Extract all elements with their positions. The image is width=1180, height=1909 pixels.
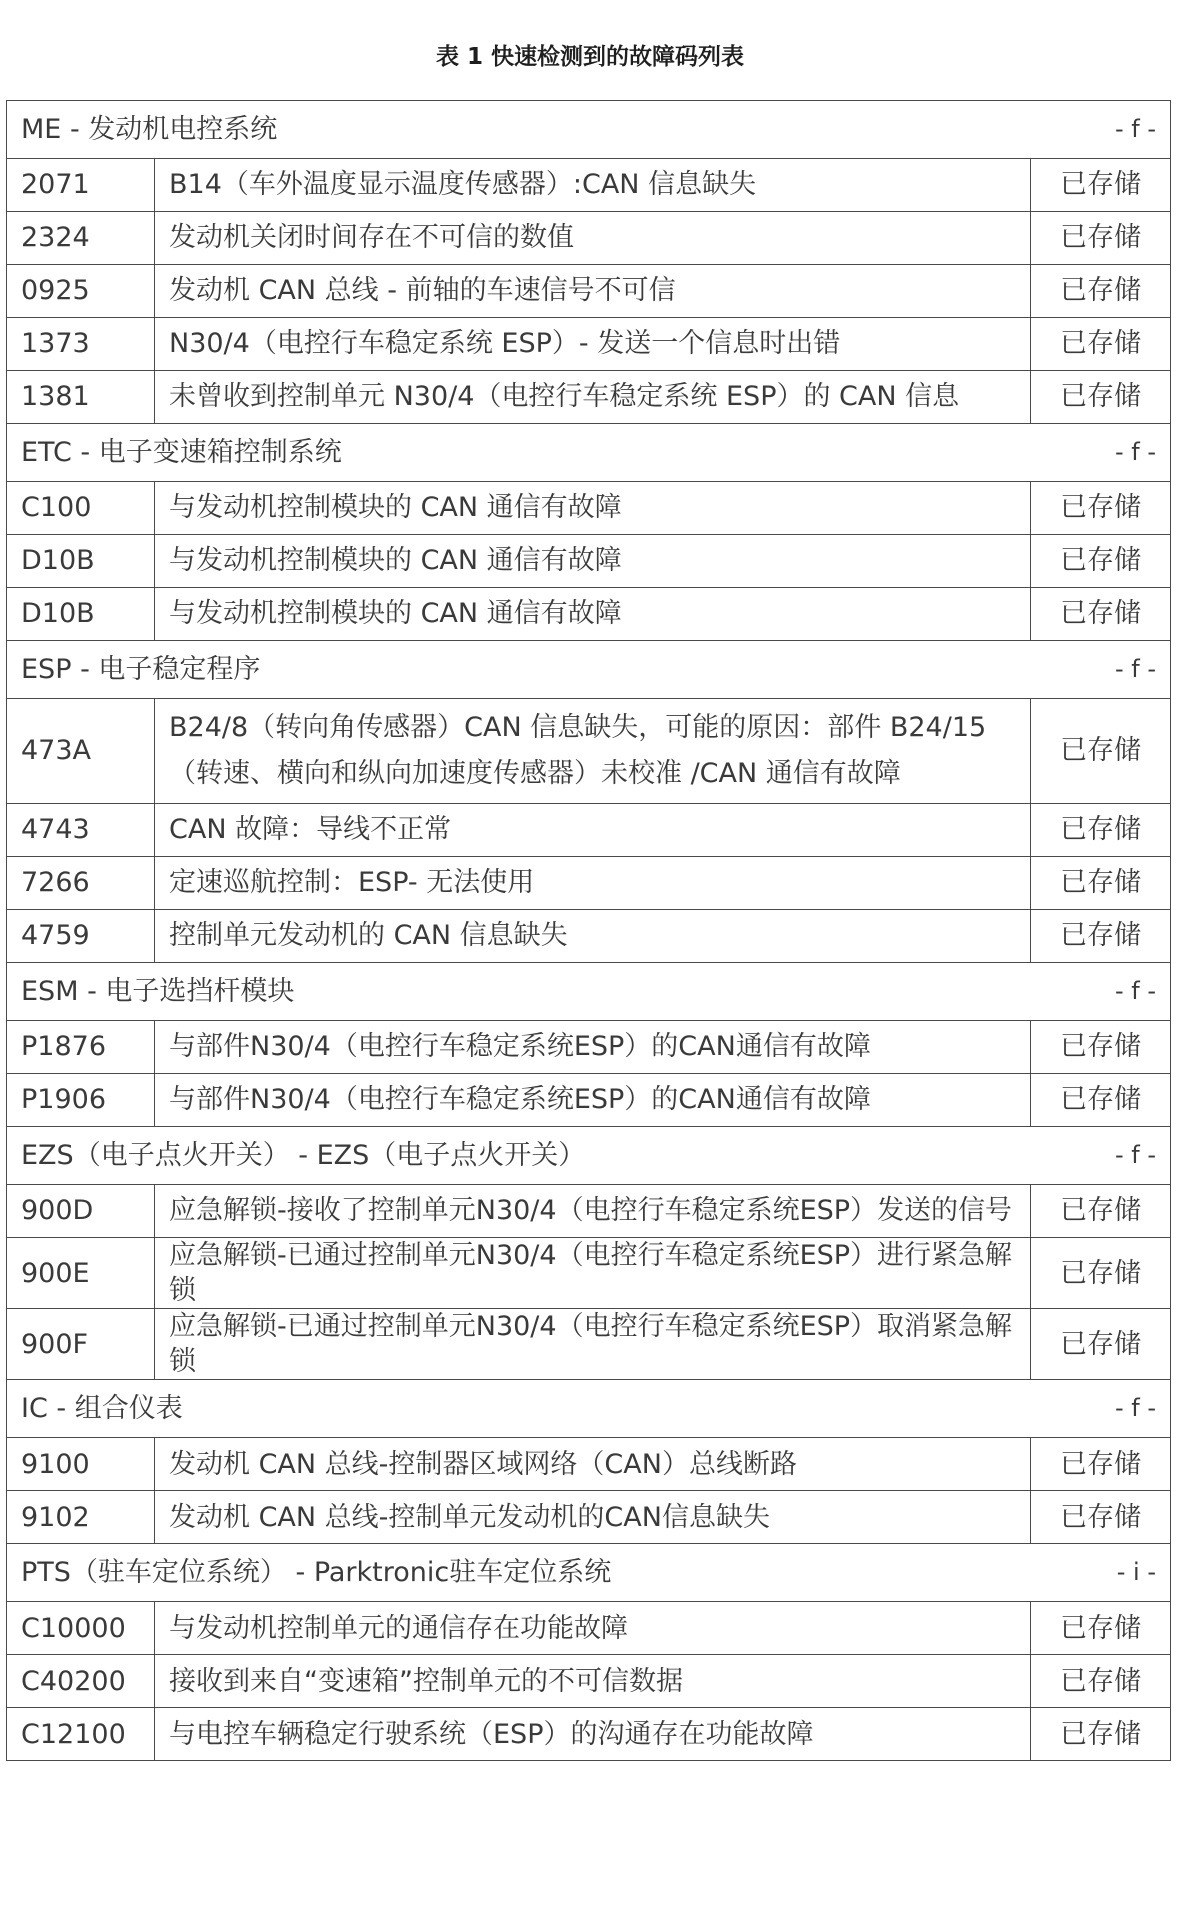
fault-status: 已存储	[1031, 804, 1171, 857]
fault-status: 已存储	[1031, 1238, 1171, 1309]
table-row	[7, 1238, 1171, 1309]
table-row	[7, 159, 1171, 212]
fault-status: 已存储	[1031, 1491, 1171, 1544]
section-name: EZS（电子点火开关） - EZS（电子点火开关）	[7, 1127, 1031, 1185]
fault-description: 发动机 CAN 总线 - 前轴的车速信号不可信	[155, 265, 1031, 318]
table-row	[7, 910, 1171, 963]
fault-code: 4743	[7, 804, 155, 857]
fault-description: B14（车外温度显示温度传感器）:CAN 信息缺失	[155, 159, 1031, 212]
section-name: IC - 组合仪表	[7, 1380, 1031, 1438]
table-row	[7, 1185, 1171, 1238]
fault-description: 与发动机控制模块的 CAN 通信有故障	[155, 588, 1031, 641]
table-row	[7, 699, 1171, 804]
fault-code: 900F	[7, 1309, 155, 1380]
fault-code: 2324	[7, 212, 155, 265]
section-flag: - i -	[1031, 1544, 1171, 1602]
fault-code-table	[6, 100, 1171, 1761]
fault-description: 发动机关闭时间存在不可信的数值	[155, 212, 1031, 265]
section-header-etc	[7, 424, 1171, 482]
section-flag: - f -	[1031, 101, 1171, 159]
section-header-pts	[7, 1544, 1171, 1602]
fault-code: 0925	[7, 265, 155, 318]
fault-description: CAN 故障：导线不正常	[155, 804, 1031, 857]
table-row	[7, 1021, 1171, 1074]
section-header-esp	[7, 641, 1171, 699]
fault-status: 已存储	[1031, 535, 1171, 588]
fault-code: 900E	[7, 1238, 155, 1309]
table-row	[7, 1309, 1171, 1380]
fault-description: 控制单元发动机的 CAN 信息缺失	[155, 910, 1031, 963]
fault-code: 2071	[7, 159, 155, 212]
fault-description: 与发动机控制单元的通信存在功能故障	[155, 1602, 1031, 1655]
fault-code: C12100	[7, 1708, 155, 1761]
fault-code: 1381	[7, 371, 155, 424]
fault-status: 已存储	[1031, 1655, 1171, 1708]
fault-status: 已存储	[1031, 1602, 1171, 1655]
fault-status: 已存储	[1031, 588, 1171, 641]
fault-code: 7266	[7, 857, 155, 910]
section-flag: - f -	[1031, 424, 1171, 482]
fault-code: P1906	[7, 1074, 155, 1127]
fault-description: 未曾收到控制单元 N30/4（电控行车稳定系统 ESP）的 CAN 信息	[155, 371, 1031, 424]
table-row	[7, 265, 1171, 318]
fault-status: 已存储	[1031, 159, 1171, 212]
table-row	[7, 1708, 1171, 1761]
fault-description: 定速巡航控制：ESP- 无法使用	[155, 857, 1031, 910]
fault-code: 4759	[7, 910, 155, 963]
table-row	[7, 212, 1171, 265]
fault-status: 已存储	[1031, 699, 1171, 804]
fault-status: 已存储	[1031, 1708, 1171, 1761]
section-name: PTS（驻车定位系统） - Parktronic驻车定位系统	[7, 1544, 1031, 1602]
table-row	[7, 1491, 1171, 1544]
fault-code: C40200	[7, 1655, 155, 1708]
table-row	[7, 318, 1171, 371]
fault-code: 900D	[7, 1185, 155, 1238]
section-flag: - f -	[1031, 1380, 1171, 1438]
section-flag: - f -	[1031, 641, 1171, 699]
fault-code: 473A	[7, 699, 155, 804]
fault-status: 已存储	[1031, 1185, 1171, 1238]
table-row	[7, 371, 1171, 424]
fault-status: 已存储	[1031, 212, 1171, 265]
section-name: ME - 发动机电控系统	[7, 101, 1031, 159]
table-row	[7, 804, 1171, 857]
fault-description: 发动机 CAN 总线-控制器区域网络（CAN）总线断路	[155, 1438, 1031, 1491]
fault-description: 发动机 CAN 总线-控制单元发动机的CAN信息缺失	[155, 1491, 1031, 1544]
fault-status: 已存储	[1031, 318, 1171, 371]
table-row	[7, 535, 1171, 588]
fault-status: 已存储	[1031, 265, 1171, 318]
fault-description: 与电控车辆稳定行驶系统（ESP）的沟通存在功能故障	[155, 1708, 1031, 1761]
table-row	[7, 1074, 1171, 1127]
fault-code: 9102	[7, 1491, 155, 1544]
fault-description: B24/8（转向角传感器）CAN 信息缺失，可能的原因：部件 B24/15（转速、横向和纵向加速度传感器）未校准 /CAN 通信有故障	[155, 699, 1031, 804]
fault-description: 应急解锁-已通过控制单元N30/4（电控行车稳定系统ESP）取消紧急解锁	[155, 1309, 1031, 1380]
fault-code: D10B	[7, 535, 155, 588]
table-row	[7, 1602, 1171, 1655]
fault-code: 1373	[7, 318, 155, 371]
section-name: ESP - 电子稳定程序	[7, 641, 1031, 699]
section-header-ezs	[7, 1127, 1171, 1185]
fault-code-table-body	[7, 101, 1171, 1761]
fault-status: 已存储	[1031, 910, 1171, 963]
fault-status: 已存储	[1031, 371, 1171, 424]
table-row	[7, 1438, 1171, 1491]
table-title: 表 1 快速检测到的故障码列表	[435, 44, 745, 70]
fault-code: P1876	[7, 1021, 155, 1074]
fault-status: 已存储	[1031, 1021, 1171, 1074]
fault-description: N30/4（电控行车稳定系统 ESP）- 发送一个信息时出错	[155, 318, 1031, 371]
fault-status: 已存储	[1031, 1438, 1171, 1491]
fault-description: 应急解锁-接收了控制单元N30/4（电控行车稳定系统ESP）发送的信号	[155, 1185, 1031, 1238]
section-header-esm	[7, 963, 1171, 1021]
fault-status: 已存储	[1031, 482, 1171, 535]
fault-status: 已存储	[1031, 1074, 1171, 1127]
fault-status: 已存储	[1031, 857, 1171, 910]
fault-description: 应急解锁-已通过控制单元N30/4（电控行车稳定系统ESP）进行紧急解锁	[155, 1238, 1031, 1309]
table-row	[7, 482, 1171, 535]
table-row	[7, 857, 1171, 910]
table-row	[7, 1655, 1171, 1708]
section-name: ETC - 电子变速箱控制系统	[7, 424, 1031, 482]
table-row	[7, 588, 1171, 641]
section-header-ic	[7, 1380, 1171, 1438]
fault-description: 与部件N30/4（电控行车稳定系统ESP）的CAN通信有故障	[155, 1021, 1031, 1074]
fault-description: 与发动机控制模块的 CAN 通信有故障	[155, 482, 1031, 535]
fault-code: 9100	[7, 1438, 155, 1491]
fault-code: C100	[7, 482, 155, 535]
fault-status: 已存储	[1031, 1309, 1171, 1380]
section-flag: - f -	[1031, 963, 1171, 1021]
section-header-me	[7, 101, 1171, 159]
fault-description: 与部件N30/4（电控行车稳定系统ESP）的CAN通信有故障	[155, 1074, 1031, 1127]
fault-description: 与发动机控制模块的 CAN 通信有故障	[155, 535, 1031, 588]
fault-code: C10000	[7, 1602, 155, 1655]
fault-code: D10B	[7, 588, 155, 641]
fault-description: 接收到来自“变速箱”控制单元的不可信数据	[155, 1655, 1031, 1708]
section-flag: - f -	[1031, 1127, 1171, 1185]
section-name: ESM - 电子选挡杆模块	[7, 963, 1031, 1021]
